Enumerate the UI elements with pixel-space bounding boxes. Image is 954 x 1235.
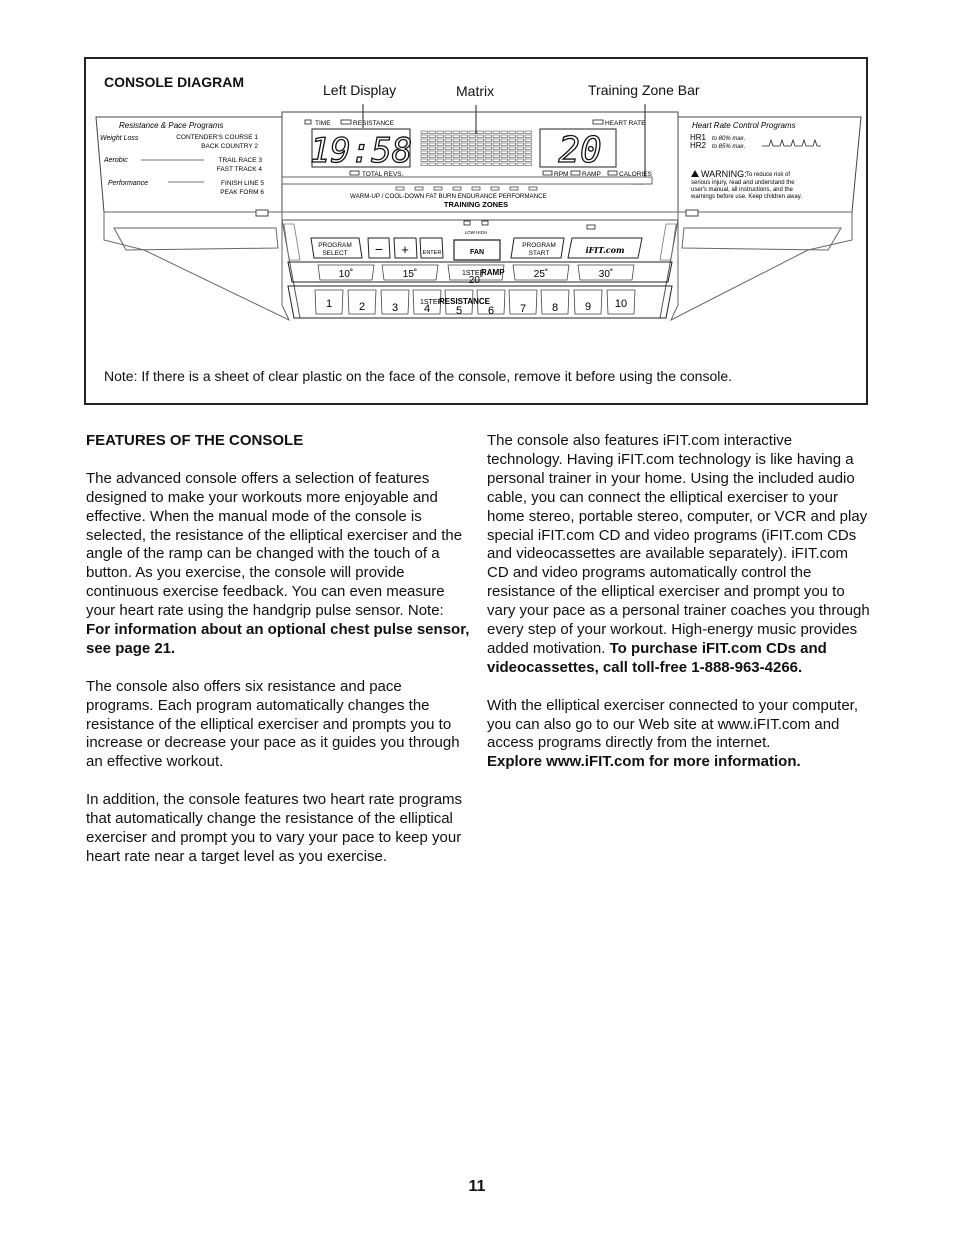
resistance-button-3[interactable] [381, 290, 409, 314]
console-illustration [86, 100, 868, 362]
svg-text:ENTER: ENTER [422, 250, 442, 256]
svg-text:3: 3 [391, 302, 399, 314]
right-display-value: 20 [558, 130, 602, 171]
program-2: BACK COUNTRY 2 [201, 143, 258, 150]
diagram-note: Note: If there is a sheet of clear plastic on the face of the console, remove it before using the console. [104, 368, 733, 384]
warning-line-1: To reduce risk of [746, 172, 791, 178]
right-panel-heading: Heart Rate Control Programs [692, 121, 796, 130]
matrix-display [421, 131, 532, 166]
features-heading: FEATURES OF THE CONSOLE [86, 432, 304, 449]
hr2-label: HR2 [690, 141, 707, 150]
svg-text:10: 10 [614, 298, 628, 310]
ramp-button-4[interactable] [513, 265, 569, 280]
warning-line-3: user's manual, all instructions, and the [691, 187, 793, 193]
category-aerobic: Aerobic [104, 157, 128, 164]
page-number: 11 [468, 1178, 486, 1195]
hr1-label: HR1 [690, 133, 707, 142]
paragraph-3: In addition, the console features two heart rate programs that automatically change the resistance of the elliptical exerciser and prompt you to vary your pace to keep your heart rate near a target level as you exercise. [86, 791, 463, 865]
zone-segment [529, 187, 537, 190]
zone-segment [434, 187, 442, 190]
right-column [487, 432, 871, 791]
warning-title: WARNING: [701, 169, 747, 179]
zone-segment [453, 187, 461, 190]
training-zones-title: TRAINING ZONES [443, 200, 509, 209]
zone-segment [396, 187, 404, 190]
hr2-desc: to 85% max. [712, 144, 746, 150]
svg-text:5: 5 [455, 305, 463, 317]
warning-line-2: serious injury, read and understand the [691, 180, 795, 186]
warning-triangle-icon [691, 170, 699, 177]
plus-button[interactable] [394, 238, 417, 258]
left-display-value: 19:58 [309, 131, 413, 171]
fan-low-high-label: LOW HIGH [464, 230, 488, 235]
training-zones-list: WARM-UP / COOL-DOWN FAT BURN ENDURANCE PERFORMANCE [350, 193, 547, 200]
svg-text:1: 1 [325, 298, 333, 310]
ifit-indicator [587, 225, 595, 229]
rpm-label: RPM [554, 171, 569, 178]
zone-segment [510, 187, 518, 190]
callout-matrix: Matrix [456, 83, 495, 99]
diagram-title: CONSOLE DIAGRAM [104, 74, 244, 90]
total-revs-label: TOTAL REVS. [362, 171, 404, 178]
resistance-button-8[interactable] [541, 290, 569, 314]
svg-text:10˚: 10˚ [338, 269, 354, 280]
fan-high-indicator [482, 221, 488, 225]
zone-segment [472, 187, 480, 190]
heart-rate-label: HEART RATE [605, 120, 646, 127]
svg-text:8: 8 [551, 302, 559, 314]
program-select-button[interactable] [311, 238, 362, 258]
svg-text:2: 2 [358, 301, 366, 313]
program-3: TRAIL RACE 3 [218, 157, 262, 164]
program-4: FAST TRACK 4 [216, 166, 262, 173]
svg-text:PROGRAM: PROGRAM [318, 242, 352, 249]
program-5: FINISH LINE 5 [221, 180, 264, 187]
resistance-button-10[interactable] [607, 290, 635, 314]
hr1-desc: to 80% max. [712, 136, 746, 142]
enter-button[interactable] [420, 238, 443, 258]
resistance-button-9[interactable] [574, 290, 602, 314]
callout-training-zone-bar: Training Zone Bar [588, 82, 700, 98]
svg-text:20˚: 20˚ [468, 275, 484, 286]
resistance-button-7[interactable] [509, 290, 537, 315]
left-column [86, 432, 470, 886]
paragraph-5: With the elliptical exerciser connected to your computer, you can also go to our Web site at www.iFIT.com and access programs directly from the internet. Explore www.iFIT.com for more information. [487, 696, 859, 771]
warning-line-4: warnings before use. Keep children away. [691, 194, 802, 200]
program-1: CONTENDER'S COURSE 1 [176, 134, 258, 141]
svg-text:4: 4 [423, 303, 431, 315]
resistance-button-2[interactable] [348, 290, 376, 314]
ramp-row-label: RAMP [481, 268, 505, 277]
ramp-step-label: 1STEP [462, 270, 485, 277]
svg-text:7: 7 [519, 303, 527, 315]
svg-text:9: 9 [584, 301, 592, 313]
svg-text:−: − [374, 241, 384, 257]
ifit-button[interactable] [568, 238, 642, 258]
left-panel-heading: Resistance & Pace Programs [119, 121, 224, 130]
resistance-label: RESISTANCE [353, 120, 395, 127]
svg-text:25˚: 25˚ [533, 269, 549, 280]
paragraph-2: The console also offers six resistance and pace programs. Each program automatically changes the resistance of the elliptical exerciser and prompts you to increase or decrease your pace as it guides you through an effective workout. [86, 677, 460, 771]
svg-text:START: START [528, 250, 550, 257]
ramp-label: RAMP [582, 171, 601, 178]
heartbeat-icon [762, 140, 821, 146]
calories-label: CALORIES [619, 171, 652, 178]
svg-text:+: + [401, 242, 409, 257]
category-performance: Performance [108, 180, 149, 187]
zone-segment [491, 187, 499, 190]
svg-text:30˚: 30˚ [598, 269, 614, 280]
paragraph-1: The advanced console offers a selection of features designed to make your workouts more enjoyable and effective. When the manual mode of the console is selected, the resistance of the elliptical exerciser and the angle of the ramp can be changed with the touch of a button. As you exercise, the console will provide continuous exercise feedback. You can even measure your heart rate using the handgrip pulse sensor. Note: For information about an optional chest pulse sensor, see page 21. [86, 469, 470, 657]
minus-button[interactable] [368, 238, 390, 258]
category-weight-loss: Weight Loss [100, 135, 139, 142]
callout-left-display: Left Display [323, 82, 397, 98]
ramp-button-2[interactable] [382, 265, 438, 280]
resistance-button-1[interactable] [315, 290, 343, 314]
fan-button[interactable] [454, 240, 500, 260]
zone-segment [415, 187, 423, 190]
fan-low-indicator [464, 221, 470, 225]
training-zone-bar [396, 187, 537, 190]
svg-text:15˚: 15˚ [402, 269, 418, 280]
resistance-row-label: RESISTANCE [439, 297, 490, 306]
svg-text:PROGRAM: PROGRAM [522, 242, 556, 249]
ramp-button-5[interactable] [578, 265, 634, 280]
svg-text:SELECT: SELECT [322, 250, 348, 257]
resistance-step-label: 1STEP [420, 299, 443, 306]
svg-text:FAN: FAN [470, 249, 484, 256]
svg-text:iFIT.com: iFIT.com [585, 245, 625, 255]
paragraph-4: The console also features iFIT.com interactive technology. Having iFIT.com technology is like having a personal trainer in your home. Using the included audio cable, you can connect the elliptical exerciser to your home stereo, portable stereo, computer, or VCR and play special iFIT.com CD and video programs (iFIT.com CDs and videocassettes are available separately). iFIT.com CD and video programs automatically control the resistance of the elliptical exerciser and prompt you to vary your pace as a personal trainer coaches you through every step of your workout. High-energy music provides added motivation. To purchase iFIT.com CDs and videocassettes, call toll-free 1-888-963-4266. [487, 432, 870, 676]
ramp-button-1[interactable] [318, 265, 374, 280]
svg-text:6: 6 [487, 305, 495, 317]
program-start-button[interactable] [511, 238, 564, 258]
program-6: PEAK FORM 6 [220, 189, 264, 196]
time-label: TIME [315, 120, 331, 127]
